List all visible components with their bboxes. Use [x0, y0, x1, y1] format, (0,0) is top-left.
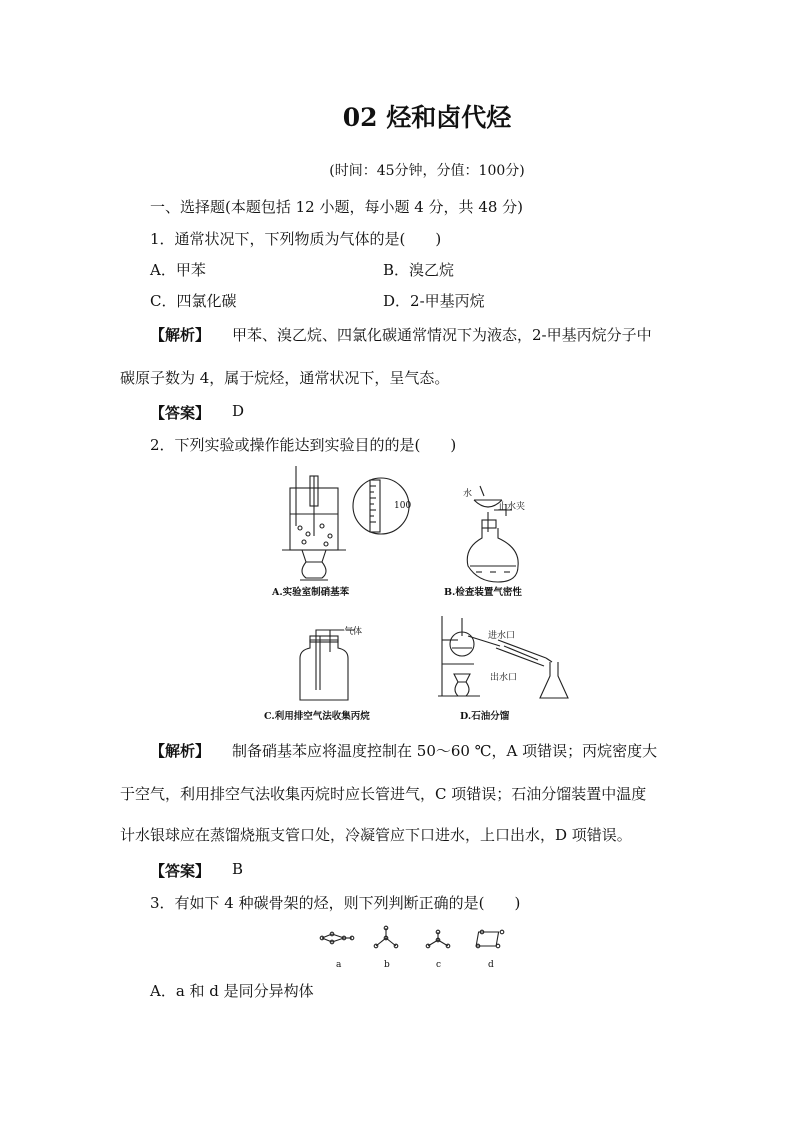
- q2-answer: B: [232, 860, 244, 878]
- q2-analysis-line2: 于空气，利用排空气法收集丙烷时应长管进气，C 项错误；石油分馏装置中温度: [120, 785, 647, 803]
- q1-analysis-tag: 【解析】: [150, 326, 211, 344]
- q1-option-d: D．2-甲基丙烷: [383, 292, 485, 310]
- q1-option-a: A．甲苯: [150, 261, 206, 279]
- q2-analysis-line3: 计水银球应在蒸馏烧瓶支管口处，冷凝管应下口进水，上口出水，D 项错误。: [120, 826, 632, 844]
- section-heading: 一、选择题(本题包括 12 小题，每小题 4 分，共 48 分): [150, 198, 524, 216]
- q3-label-b: b: [384, 960, 390, 970]
- figure-c-gas-collection-bottle: [294, 628, 374, 702]
- q2-answer-tag: 【答案】: [150, 862, 211, 880]
- figure-d-label-inlet: 进水口: [488, 631, 516, 641]
- q3-stem: 3．有如下 4 种碳骨架的烃，则下列判断正确的是( ): [150, 894, 521, 912]
- q3-label-d: d: [488, 960, 494, 970]
- figure-a-nitrobenzene-apparatus: [276, 466, 436, 586]
- q1-option-b: B．溴乙烷: [383, 261, 455, 279]
- figure-b-label-clamp: 止水夹: [498, 502, 526, 512]
- q2-analysis-line1: 制备硝基苯应将温度控制在 50～60 ℃，A 项错误；丙烷密度大: [232, 742, 658, 760]
- page-title: 02 烃和卤代烃: [342, 103, 512, 132]
- q3-label-a: a: [336, 960, 342, 970]
- figure-b-caption: B.检查装置气密性: [444, 587, 522, 598]
- q3-label-c: c: [436, 960, 442, 970]
- q1-analysis-line1: 甲苯、溴乙烷、四氯化碳通常情况下为液态，2-甲基丙烷分子中: [232, 326, 652, 344]
- q1-stem: 1．通常状况下，下列物质为气体的是( ): [150, 230, 442, 248]
- q1-answer: D: [232, 402, 245, 420]
- figure-c-label-gas: 气体: [344, 627, 363, 637]
- q2-stem: 2．下列实验或操作能达到实验目的的是( ): [150, 436, 457, 454]
- q3-carbon-skeletons: [316, 924, 516, 958]
- figure-a-caption: A.实验室制硝基苯: [272, 587, 350, 598]
- q1-answer-tag: 【答案】: [150, 404, 211, 422]
- figure-c-caption: C.利用排空气法收集丙烷: [264, 711, 370, 722]
- figure-d-label-outlet: 出水口: [490, 673, 518, 683]
- q1-option-c: C．四氯化碳: [150, 292, 237, 310]
- q2-analysis-tag: 【解析】: [150, 742, 211, 760]
- figure-d-distillation-apparatus: [434, 612, 574, 708]
- figure-b-label-water: 水: [463, 489, 473, 499]
- exam-meta: (时间：45分钟，分值：100分): [329, 163, 525, 179]
- figure-d-caption: D.石油分馏: [460, 711, 510, 722]
- q1-analysis-line2: 碳原子数为 4，属于烷烃，通常状况下，呈气态。: [120, 369, 450, 387]
- q3-option-a: A．a 和 d 是同分异构体: [150, 982, 314, 1000]
- figure-a-label-100: 100: [394, 501, 412, 511]
